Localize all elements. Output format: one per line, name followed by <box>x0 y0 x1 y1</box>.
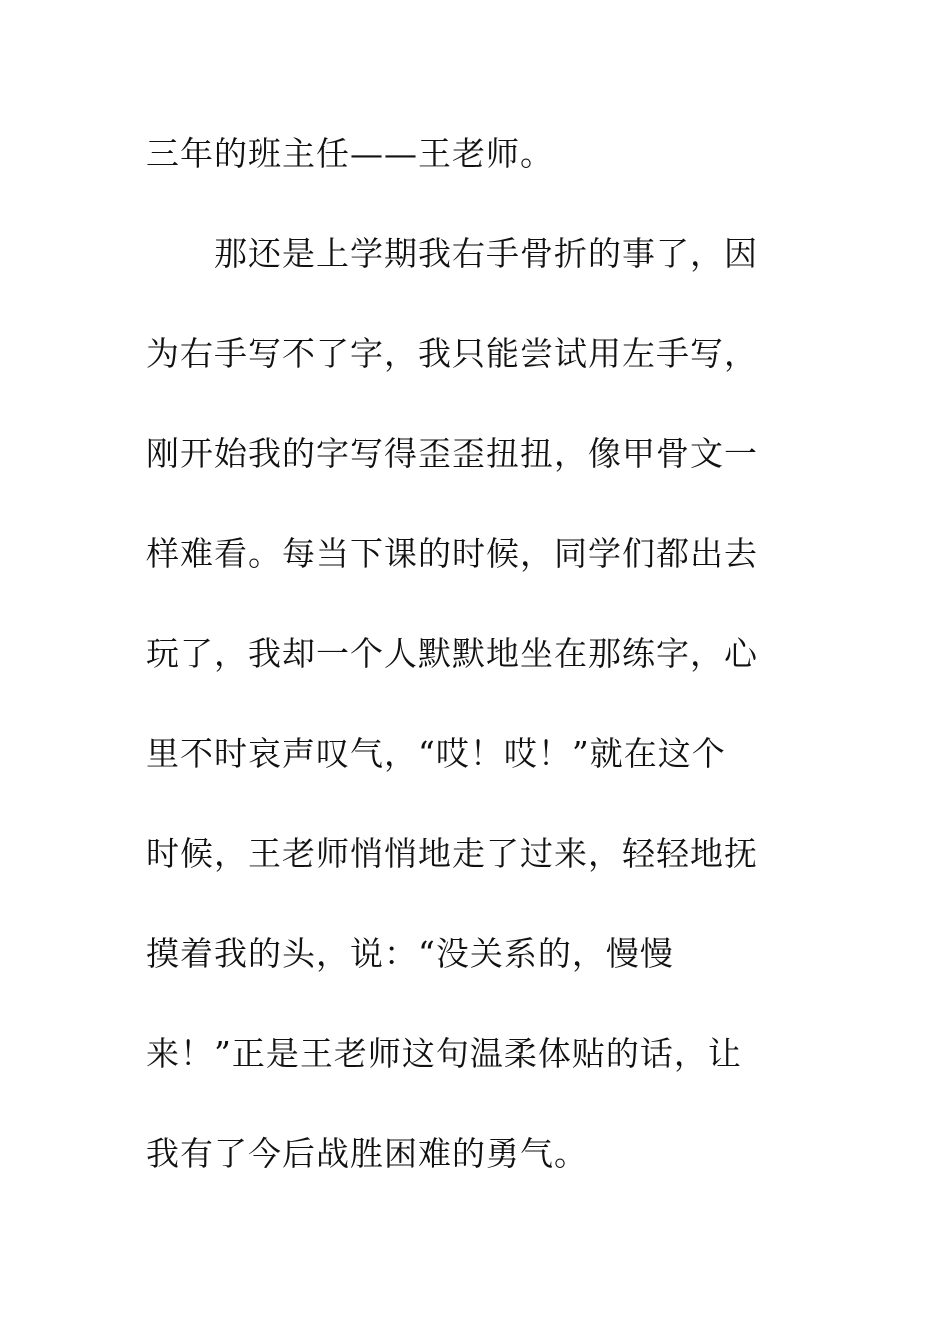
text-line-7: 里不时哀声叹气，“哎！哎！”就在这个 <box>146 734 726 773</box>
text-line-3: 为右手写不了字，我只能尝试用左手写， <box>146 334 758 373</box>
text-line-6: 玩了，我却一个人默默地坐在那练字，心 <box>146 634 758 673</box>
text-line-8: 时候，王老师悄悄地走了过来，轻轻地抚 <box>146 834 758 873</box>
text-line-9: 摸着我的头，说：“没关系的，慢慢 <box>146 934 674 973</box>
text-line-10: 来！”正是王老师这句温柔体贴的话，让 <box>146 1034 742 1073</box>
text-line-5: 样难看。每当下课的时候，同学们都出去 <box>146 534 758 573</box>
text-line-11: 我有了今后战胜困难的勇气。 <box>146 1134 588 1173</box>
text-line-1: 三年的班主任——王老师。 <box>146 134 554 173</box>
text-line-4: 刚开始我的字写得歪歪扭扭，像甲骨文一 <box>146 434 758 473</box>
text-line-2: 那还是上学期我右手骨折的事了，因 <box>214 234 758 273</box>
essay-text <box>146 124 786 1224</box>
